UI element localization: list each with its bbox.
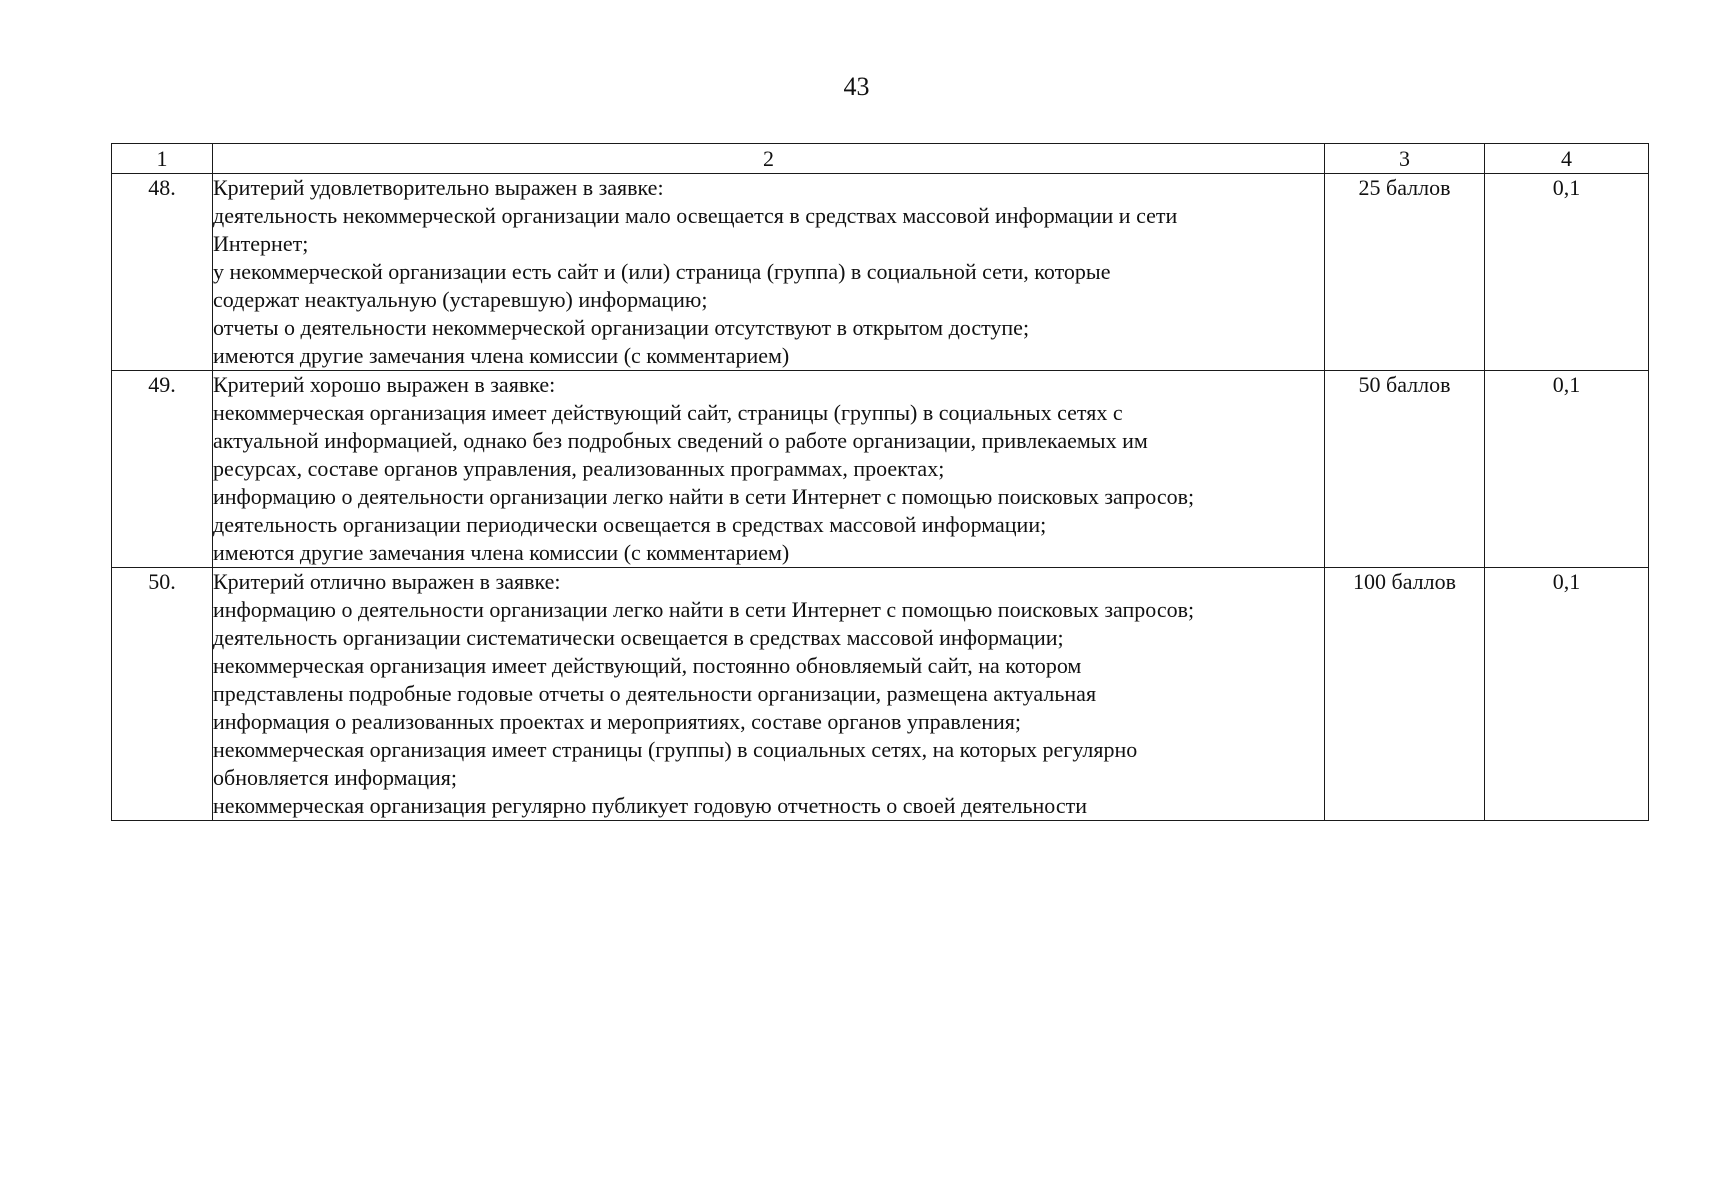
- criterion-line: отчеты о деятельности некоммерческой организации отсутствуют в открытом доступе;: [213, 315, 1030, 340]
- weight-cell: 0,1: [1485, 371, 1649, 568]
- criterion-line: имеются другие замечания члена комиссии (с комментарием): [213, 343, 790, 368]
- score-cell: 50 баллов: [1325, 371, 1485, 568]
- table-row: [112, 174, 1649, 371]
- criterion-text: [213, 568, 1325, 821]
- header-cell-3: 3: [1325, 144, 1485, 174]
- criterion-line: имеются другие замечания члена комиссии (с комментарием): [213, 540, 790, 565]
- header-row: [112, 144, 1649, 174]
- table-header: [112, 144, 1649, 174]
- row-number: 48.: [112, 174, 213, 371]
- criterion-line: ресурсах, составе органов управления, реализованных программах, проектах;: [213, 456, 945, 481]
- criterion-line: Критерий хорошо выражен в заявке:: [213, 372, 556, 397]
- criterion-line: некоммерческая организация имеет страницы (группы) в социальных сетях, на которых регулярно: [213, 737, 1138, 762]
- criterion-line: некоммерческая организация имеет действующий, постоянно обновляемый сайт, на котором: [213, 653, 1082, 678]
- criterion-line: актуальной информацией, однако без подробных сведений о работе организации, привлекаемых им: [213, 428, 1148, 453]
- criterion-line: Интернет;: [213, 231, 309, 256]
- criterion-line: обновляется информация;: [213, 765, 457, 790]
- weight-cell: 0,1: [1485, 568, 1649, 821]
- header-cell-2: 2: [213, 144, 1325, 174]
- criterion-line: содержат неактуальную (устаревшую) информацию;: [213, 287, 708, 312]
- page-number: 43: [843, 72, 870, 101]
- row-number: 49.: [112, 371, 213, 568]
- weight-cell: 0,1: [1485, 174, 1649, 371]
- criterion-line: деятельность некоммерческой организации мало освещается в средствах массовой информации и сети: [213, 203, 1178, 228]
- criterion-line: некоммерческая организация регулярно публикует годовую отчетность о своей деятельности: [213, 793, 1087, 818]
- criterion-line: деятельность организации систематически освещается в средствах массовой информации;: [213, 625, 1064, 650]
- row-number: 50.: [112, 568, 213, 821]
- criterion-line: Критерий отлично выражен в заявке:: [213, 569, 561, 594]
- criterion-text: [213, 174, 1325, 371]
- criterion-line: некоммерческая организация имеет действующий сайт, страницы (группы) в социальных сетях с: [213, 400, 1123, 425]
- criteria-table: [111, 143, 1649, 821]
- table-row: [112, 568, 1649, 821]
- header-cell-4: 4: [1485, 144, 1649, 174]
- table-row: [112, 371, 1649, 568]
- criterion-line: информацию о деятельности организации легко найти в сети Интернет с помощью поисковых запросов;: [213, 484, 1195, 509]
- score-cell: 25 баллов: [1325, 174, 1485, 371]
- criterion-line: информацию о деятельности организации легко найти в сети Интернет с помощью поисковых запросов;: [213, 597, 1195, 622]
- criterion-line: Критерий удовлетворительно выражен в заявке:: [213, 175, 664, 200]
- criterion-line: представлены подробные годовые отчеты о деятельности организации, размещена актуальная: [213, 681, 1097, 706]
- criterion-text: [213, 371, 1325, 568]
- criterion-line: информация о реализованных проектах и мероприятиях, составе органов управления;: [213, 709, 1022, 734]
- score-cell: 100 баллов: [1325, 568, 1485, 821]
- criterion-line: деятельность организации периодически освещается в средствах массовой информации;: [213, 512, 1047, 537]
- criterion-line: у некоммерческой организации есть сайт и (или) страница (группа) в социальной сети, которые: [213, 259, 1111, 284]
- header-cell-1: 1: [112, 144, 213, 174]
